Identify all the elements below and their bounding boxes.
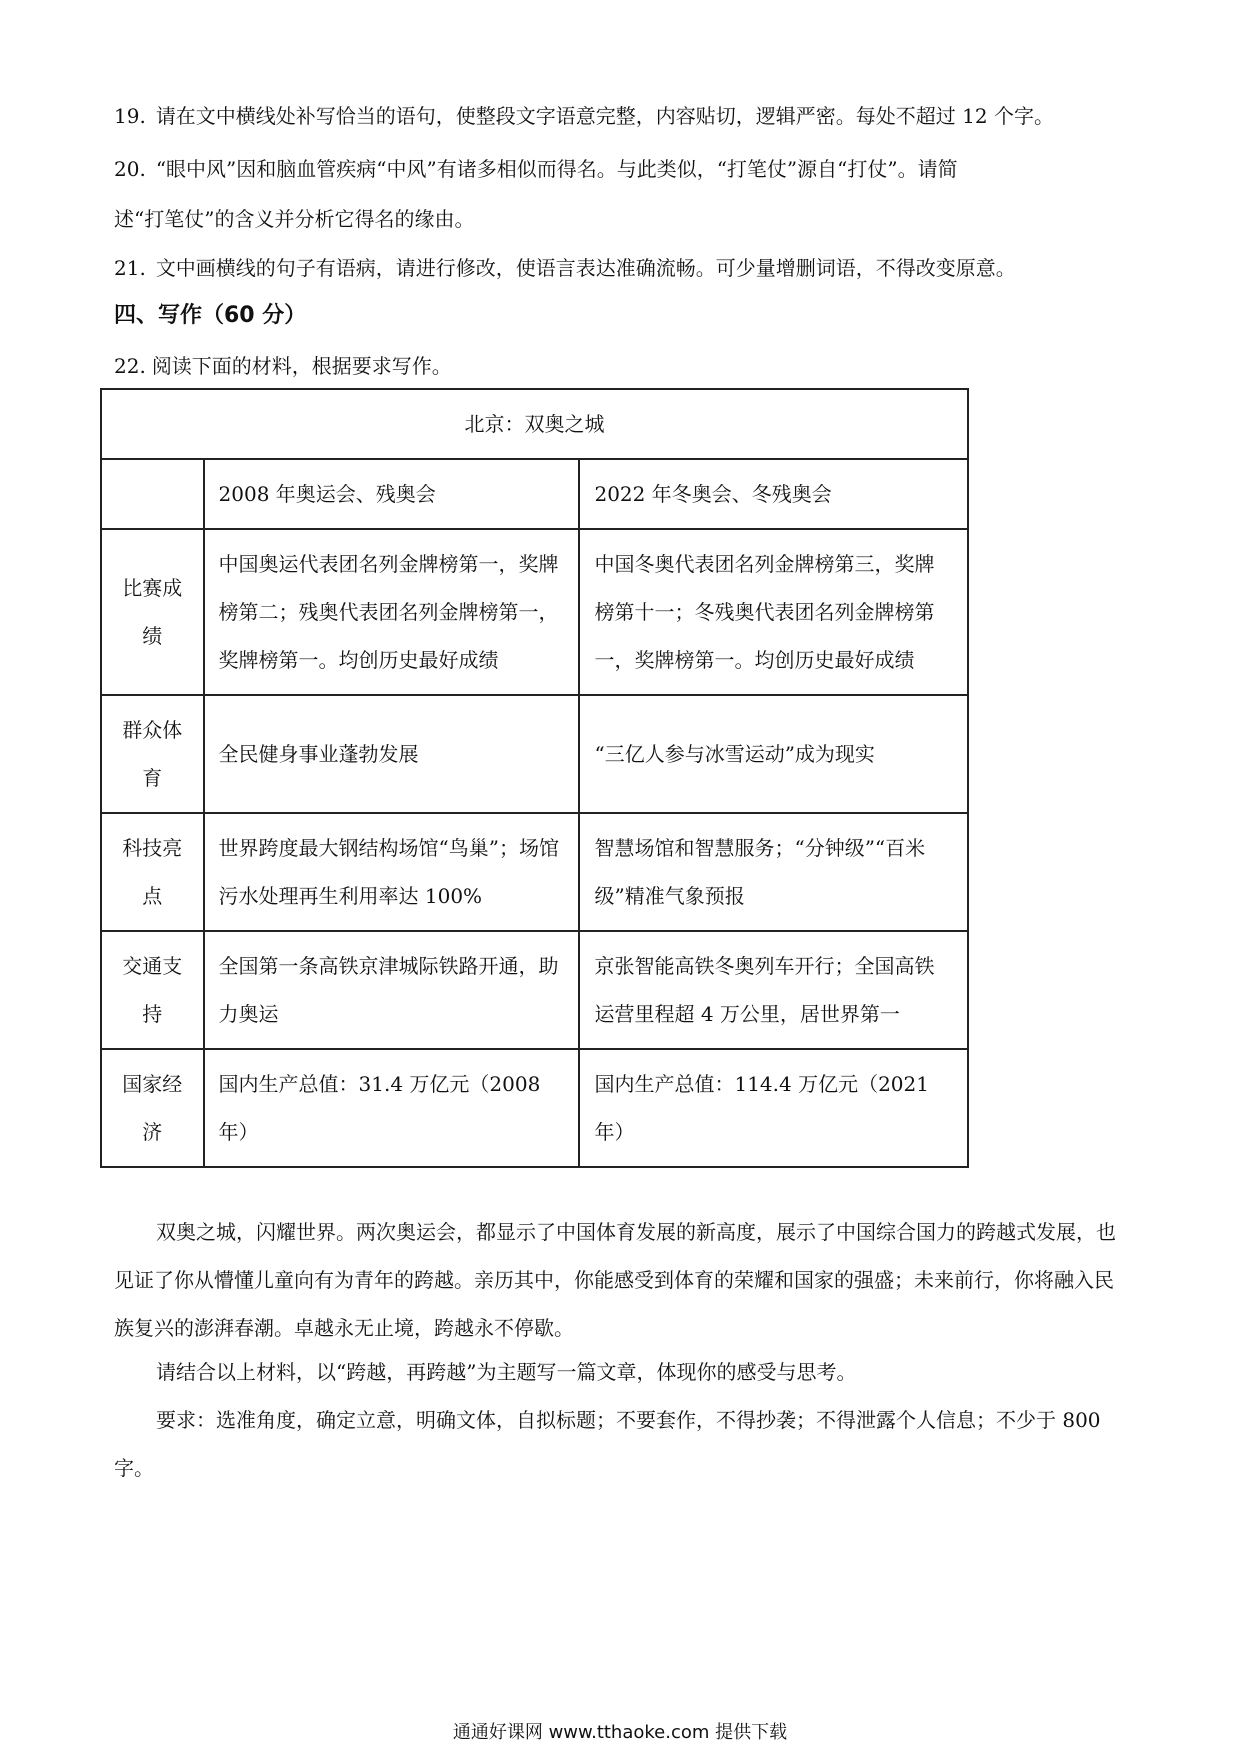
row-label: 群众体育 <box>101 695 204 813</box>
header-blank-cell <box>101 459 204 529</box>
header-2022: 2022 年冬奥会、冬残奥会 <box>579 459 968 529</box>
table-header-row <box>101 459 968 529</box>
cell-2022: 中国冬奥代表团名列金牌榜第三，奖牌榜第十一；冬残奥代表团名列金牌榜第一，奖牌榜第一。均创历史最好成绩 <box>579 529 968 695</box>
row-label: 交通支持 <box>101 931 204 1049</box>
cell-2022: 智慧场馆和智慧服务；“分钟级”“百米级”精准气象预报 <box>579 813 968 931</box>
question-21 <box>114 254 1124 282</box>
question-text: 阅读下面的材料，根据要求写作。 <box>151 354 452 378</box>
cell-2008: 全民健身事业蓬勃发展 <box>204 695 580 813</box>
question-text: 文中画横线的句子有语病，请进行修改，使语言表达准确流畅。可少量增删词语，不得改变原意。 <box>155 256 1016 280</box>
table-caption-row <box>101 389 968 459</box>
essay-requirements: 要求：选准角度，确定立意，明确文体，自拟标题；不要套作，不得抄袭；不得泄露个人信息；不少于 800 字。 <box>114 1408 1101 1480</box>
cell-2022: “三亿人参与冰雪运动”成为现实 <box>579 695 968 813</box>
row-label: 比赛成绩 <box>101 529 204 695</box>
row-label: 科技亮点 <box>101 813 204 931</box>
question-number: 20. <box>114 157 146 181</box>
question-20-continuation: 述“打笔仗”的含义并分析它得名的缘由。 <box>114 207 475 231</box>
material-table <box>100 388 969 1168</box>
table-row <box>101 1049 968 1167</box>
table-row <box>101 813 968 931</box>
table-row <box>101 931 968 1049</box>
question-number: 21. <box>114 256 146 280</box>
question-19 <box>114 102 1124 130</box>
question-number: 19. <box>114 104 146 128</box>
row-label: 国家经济 <box>101 1049 204 1167</box>
question-22 <box>114 352 1124 380</box>
header-2008: 2008 年奥运会、残奥会 <box>204 459 580 529</box>
cell-2008: 中国奥运代表团名列金牌榜第一，奖牌榜第二；残奥代表团名列金牌榜第一，奖牌榜第一。均创历史最好成绩 <box>204 529 580 695</box>
question-text: “眼中风”因和脑血管疾病“中风”有诸多相似而得名。与此类似，“打笔仗”源自“打仗”。请简 <box>155 157 958 181</box>
question-number: 22. <box>114 354 146 378</box>
question-text: 请在文中横线处补写恰当的语句，使整段文字语意完整，内容贴切，逻辑严密。每处不超过 12 个字。 <box>155 104 1054 128</box>
table-caption: 北京：双奥之城 <box>101 389 968 459</box>
cell-2008: 全国第一条高铁京津城际铁路开通，助力奥运 <box>204 931 580 1049</box>
page-footer: 通通好课网 www.tthaoke.com 提供下载 <box>452 1722 788 1743</box>
essay-material-paragraph: 双奥之城，闪耀世界。两次奥运会，都显示了中国体育发展的新高度，展示了中国综合国力的跨越式发展，也见证了你从懵懂儿童向有为青年的跨越。亲历其中，你能感受到体育的荣耀和国家的强盛；未来前行，你将融入民族复兴的澎湃春潮。卓越永无止境，跨越永不停歇。 <box>114 1220 1116 1340</box>
table-row <box>101 529 968 695</box>
essay-prompt: 请结合以上材料，以“跨越，再跨越”为主题写一篇文章，体现你的感受与思考。 <box>156 1360 857 1384</box>
cell-2008: 世界跨度最大钢结构场馆“鸟巢”；场馆污水处理再生利用率达 100% <box>204 813 580 931</box>
cell-2022: 京张智能高铁冬奥列车开行；全国高铁运营里程超 4 万公里，居世界第一 <box>579 931 968 1049</box>
cell-2022: 国内生产总值：114.4 万亿元（2021 年） <box>579 1049 968 1167</box>
cell-2008: 国内生产总值：31.4 万亿元（2008 年） <box>204 1049 580 1167</box>
table-row <box>101 695 968 813</box>
section-title: 四、写作（60 分） <box>114 303 307 328</box>
question-20 <box>114 155 1124 183</box>
